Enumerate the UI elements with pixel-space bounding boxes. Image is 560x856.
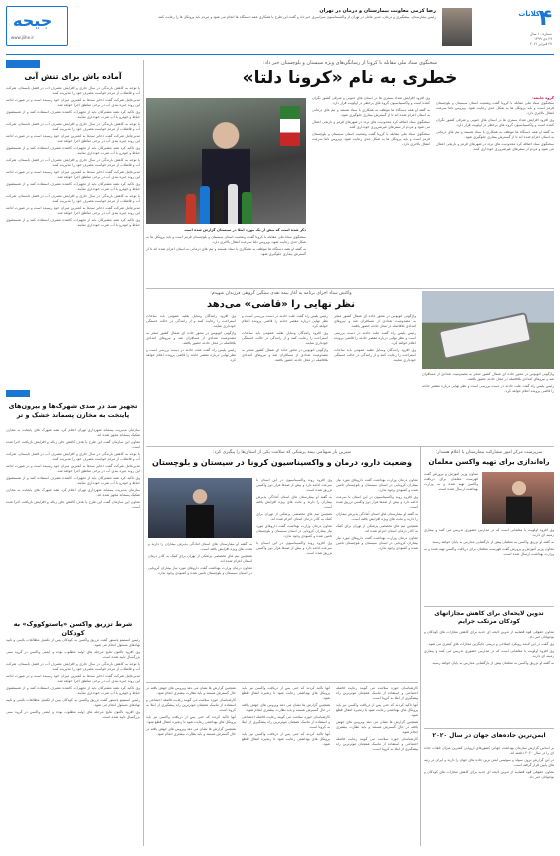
left-paragraph: مدیرعامل شرکت گفت ذخایر سدها به کمترین میزان خود رسیده است و در صورت ادامه این روند جیره بندی آب در برخی مناطق اجرا خواهد شد. (6, 170, 140, 179)
mic (242, 192, 252, 224)
column-rule (420, 446, 421, 846)
center-paragraph: وی افزود روند واکسیناسیون در این استان با سرعت ادامه دارد و بیش از صدها هزار دوز واکسن تزریق شده است. (336, 495, 418, 509)
left-paragraph: با توجه به کاهش بارندگی در سال جاری و افزایش مصرف آب در فصل تابستان، شرکت آب و فاضلاب از مردم خواست مصرف خود را مدیریت کنند. (6, 194, 140, 203)
main-paragraph: به گفته او همه دستگاه ها موظف به همکاری با ستاد هستند و تیم های درمانی به استان اعزام شده اند تا از گسترش بیماری جلوگیری شود. (436, 130, 554, 139)
page-number: ۴ (538, 6, 552, 31)
bottom-paragraph: کارشناسان حوزه سلامت می گویند رعایت فاصله اجتماعی و استفاده از ماسک همچنان موثرترین راه پیشگیری از ابتلا به کرونا است. (242, 715, 330, 729)
right-bottom-body (424, 746, 554, 846)
bottom-body-1 (336, 686, 418, 846)
date-line-3: ۲۷ فبرایر ۲۰۲۱ (529, 42, 552, 46)
left-paragraph: وی افزود تاکنون نتایج مرحله های اولیه مطلوب بوده و ایمنی واکسن در گروه سنی بزرگسال تایید شده است. (6, 710, 140, 719)
bottom-paragraph: کارشناسان حوزه سلامت می گویند رعایت فاصله اجتماعی و استفاده از ماسک همچنان موثرترین راه پیشگیری از ابتلا به کرونا است. (336, 737, 418, 751)
right-photo (482, 472, 554, 524)
left-paragraph: وی تاکید کرد همه مشترکان باید از تجهیزات کاهنده مصرف استفاده کنند و از شستشوی حیاط و خودرو با آب شرب خودداری نمایند. (6, 146, 140, 155)
bus-paragraph: وی افزود رانندگان وسایل نقلیه عمومی باید ساعات استراحت را رعایت کنند و از رانندگی در حالت خستگی خودداری نمایند. (146, 314, 236, 328)
right-paragraph: در این گزارش نروژ، سوئد و سوئیس ایمن ترین جاده های جهان را دارند و ایران در رتبه های پایین قرار گرفته است. (424, 758, 554, 767)
date-line-2: ۲۹ دی ۱۳۹۹ (534, 37, 552, 41)
left-paragraph: با توجه به کاهش بارندگی در سال جاری و افزایش مصرف آب در فصل تابستان، شرکت آب و فاضلاب از مردم خواست مصرف خود را مدیریت کنند. (6, 86, 140, 95)
bottom-paragraph: همچنین گزارش ها نشان می دهد ویروس های جهش یافته در حال گسترش هستند و باید نظارت بیشتری انجام شود. (336, 720, 418, 734)
main-paragraph: سخنگوی ستاد ملی مقابله با کرونا گفت وضعیت استان سیستان و بلوچستان قرمز است و باید پروتکل ها به شکل جدی رعایت شود. ویروس دلتا سرعت انتقال بالاتری دارد. (146, 235, 306, 244)
masthead-rule (6, 54, 554, 55)
bus-body-3 (146, 314, 236, 442)
center-paragraph: معاون درمان وزارت بهداشت گفت داروهای مورد نیاز بیماران کرونایی در استان سیستان و بلوچستان تامین شده و کمبودی وجود ندارد. (256, 524, 332, 538)
right-body-2 (424, 528, 554, 604)
center-paragraph: به گفته او بیمارستان های استان آمادگی پذیرش بیماران را دارند و تخت های ویژه افزایش یافته است. (148, 542, 252, 551)
mic (214, 190, 224, 224)
left-paragraph: وی تاکید کرد همه مشترکان باید از تجهیزات کاهنده مصرف استفاده کنند و از شستشوی حیاط و خودرو با آب شرب خودداری نمایند. (6, 476, 140, 485)
left-paragraph: مدیرعامل شرکت گفت ذخایر سدها به کمترین میزان خود رسیده است و در صورت ادامه این روند جیره بندی آب در برخی مناطق اجرا خواهد شد. (6, 674, 140, 683)
left-paragraph: وی تاکید کرد همه مشترکان باید از تجهیزات کاهنده مصرف استفاده کنند و از شستشوی حیاط و خودرو با آب شرب خودداری نمایند. (6, 110, 140, 119)
brand-url: www.jiihe.ir (11, 35, 35, 40)
main-body-mid (312, 96, 430, 284)
right-bottom-headline: ایمن‌ترین جاده‌های جهان در سال ۲۰۲۰ (432, 732, 546, 739)
main-caption: ذکر شده است که بیش از یک مورد ابتلا در سیستان گزارش شده است (184, 228, 306, 232)
right-mid-body (424, 630, 554, 726)
center-body-2 (256, 478, 332, 678)
right-paragraph: به گفته او تزریق واکسن به معلمان پیش از بازگشایی مدارس به پایان خواهد رسید. (431, 661, 554, 665)
center-paragraph: همچنین تیم های تخصصی پزشکی از تهران برای کمک به کادر درمان استان اعزام شده اند. (148, 554, 252, 563)
column-rule (143, 60, 144, 846)
speaker-figure (186, 486, 214, 538)
left-body (6, 86, 140, 386)
bus-kicker: واکنش ستاد اجرای برنامه به آغاز بیمه نقدی سنگین گروهی فرزندان شهیدم: (210, 291, 352, 296)
speaker-figure (506, 478, 532, 524)
right-paragraph: وی افزود اولویت با معلمانی است که در مدارس حضوری تدریس می کنند و بیماری زمینه ای دارند. (424, 528, 554, 537)
left-paragraph: مدیرعامل شرکت گفت ذخایر سدها به کمترین میزان خود رسیده است و در صورت ادامه این روند جیره بندی آب در برخی مناطق اجرا خواهد شد. (6, 134, 140, 143)
left-paragraph: مدیرعامل شرکت گفت ذخایر سدها به کمترین میزان خود رسیده است و در صورت ادامه این روند جیره بندی آب در برخی مناطق اجرا خواهد شد. (6, 464, 140, 473)
left-paragraph: وی تاکید کرد همه مشترکان باید از تجهیزات کاهنده مصرف استفاده کنند و از شستشوی حیاط و خودرو با آب شرب خودداری نمایند. (6, 686, 140, 695)
left-paragraph: با توجه به کاهش بارندگی در سال جاری و افزایش مصرف آب در فصل تابستان، شرکت آب و فاضلاب از مردم خواست مصرف خود را مدیریت کنند. (6, 122, 140, 131)
left-paragraph: با توجه به کاهش بارندگی در سال جاری و افزایش مصرف آب در فصل تابستان، شرکت آب و فاضلاب از مردم خواست مصرف خود را مدیریت کنند. (6, 452, 140, 461)
bus-paragraph: رئیس پلیس راه گفت علت حادثه در دست بررسی است و نظر نهایی درباره مقصر حادثه را قاضی پرونده اعلام خواهد کرد. (146, 348, 236, 362)
main-paragraph: وی افزود افزایش تعداد بستری ها در استان های جنوبی و شرقی کشور نگران کننده است و واکسیناسیون گروه های پرخطر در اولویت قرار دارد. (436, 118, 554, 127)
main-paragraph: به گفته او همه دستگاه ها موظف به همکاری با ستاد هستند و تیم های درمانی به استان اعزام شده اند تا از گسترش بیماری جلوگیری شود. (146, 247, 306, 256)
section-rule (146, 446, 554, 447)
center-paragraph: معاون درمان وزارت بهداشت گفت داروهای مورد نیاز بیماران کرونایی در استان سیستان و بلوچستان تامین شده و کمبودی وجود ندارد. (148, 566, 252, 575)
bottom-paragraph: همچنین گزارش ها نشان می دهد ویروس های جهش یافته در حال گسترش هستند و باید نظارت بیشتری انجام شود. (146, 686, 236, 695)
right-paragraph: وی افزود اولویت با معلمانی است که در مدارس حضوری تدریس می کنند و بیماری زمینه ای دارند. (424, 649, 554, 658)
center-body-3 (148, 542, 252, 678)
flag (280, 106, 300, 146)
right-paragraph: معاون حقوقی قوه قضاییه از تدوین لایحه ای جدید برای کاهش مجازات های کودکان و نوجوانان خبر داد. (424, 630, 554, 639)
left-paragraph: رئیس انستیتو پاستور گفت تزریق واکسن به کودکان پس از تکمیل مطالعات بالینی و تایید نهادهای مسئول انجام می شود. (6, 698, 140, 707)
top-portrait (442, 8, 472, 46)
bottom-paragraph: همچنین گزارش ها نشان می دهد ویروس های جهش یافته در حال گسترش هستند و باید نظارت بیشتری انجام شود. (242, 703, 330, 712)
left-paragraph: مدیرعامل شرکت گفت ذخایر سدها به کمترین میزان خود رسیده است و در صورت ادامه این روند جیره بندی آب در برخی مناطق اجرا خواهد شد. (6, 206, 140, 215)
left-paragraph: وی تاکید کرد همه مشترکان باید از تجهیزات کاهنده مصرف استفاده کنند و از شستشوی حیاط و خودرو با آب شرب خودداری نمایند. (6, 218, 140, 227)
bus-paragraph: واژگونی اتوبوس در محور جاده ای شمال کشور منجر به مصدومیت تعدادی از مسافران شد و نیروهای امدادی بلافاصله در محل حادثه حضور یافتند. (334, 314, 416, 328)
main-body-under-photo (146, 228, 306, 284)
top-headline: رضا کرمی معاونت بیمارستان و درمان در تهران (319, 8, 436, 14)
main-paragraph: سخنگوی ستاد ملی مقابله با کرونا گفت وضعیت استان سیستان و بلوچستان قرمز است و باید پروتکل ها به شکل جدی رعایت شود. ویروس دلتا سرعت انتقال بالاتری دارد. (312, 132, 430, 146)
bottom-body-2 (242, 686, 330, 846)
bus-paragraph: رئیس پلیس راه گفت علت حادثه در دست بررسی است و نظر نهایی درباره مقصر حادثه را قاضی پرونده اعلام خواهد کرد. (334, 331, 416, 345)
right-paragraph: وی گفت در این لایحه رویکرد اصلاحی و تربیتی جایگزین مجازات های کیفری می شود. (427, 642, 554, 646)
bottom-paragraph: آنها تاکید کردند که حتی پس از دریافت واکسن نیز باید پروتکل های بهداشتی رعایت شود تا زنجیره انتقال قطع شود. (242, 732, 330, 746)
left-mid-body (6, 428, 140, 614)
center-paragraph: به گفته او بیمارستان های استان آمادگی پذیرش بیماران را دارند و تخت های ویژه افزایش یافته است. (336, 512, 418, 521)
bottom-body-3 (146, 686, 236, 846)
center-paragraph: همچنین تیم های تخصصی پزشکی از تهران برای کمک به کادر درمان استان اعزام شده اند. (256, 512, 332, 521)
bottom-paragraph: کارشناسان حوزه سلامت می گویند رعایت فاصله اجتماعی و استفاده از ماسک همچنان موثرترین راه پیشگیری از ابتلا به کرونا است. (336, 686, 418, 700)
mic (186, 194, 196, 224)
newspaper-page (6, 6, 554, 850)
mic (228, 184, 238, 224)
left-paragraph: با توجه به کاهش بارندگی در سال جاری و افزایش مصرف آب در فصل تابستان، شرکت آب و فاضلاب از مردم خواست مصرف خود را مدیریت کنند. (6, 158, 140, 167)
main-headline: خطری به نام «کرونا دلتا» (242, 68, 458, 88)
overturned-bus (438, 312, 532, 360)
section-name: کلانات (518, 10, 540, 18)
center-paragraph: همچنین تیم های تخصصی پزشکی از تهران برای کمک به کادر درمان استان اعزام شده اند. (336, 524, 418, 533)
brand-logo (6, 6, 68, 46)
main-body-right (436, 96, 554, 284)
center-body-1 (336, 478, 418, 678)
right-body (424, 472, 478, 524)
center-paragraph: وی افزود روند واکسیناسیون در این استان با سرعت ادامه دارد و بیش از صدها هزار دوز واکسن تزریق شده است. (256, 478, 332, 492)
main-photo (146, 98, 306, 224)
left-paragraph: با توجه به کاهش بارندگی در سال جاری و افزایش مصرف آب در فصل تابستان، شرکت آب و فاضلاب از مردم خواست مصرف خود را مدیریت کنند. (6, 662, 140, 671)
center-paragraph: وی افزود روند واکسیناسیون در این استان با سرعت ادامه دارد و بیش از صدها هزار دوز واکسن تزریق شده است. (256, 541, 332, 555)
bottom-paragraph: آنها تاکید کردند که حتی پس از دریافت واکسن نیز باید پروتکل های بهداشتی رعایت شود تا زنجیره انتقال قطع شود. (146, 715, 236, 724)
section-rule (146, 288, 554, 289)
center-headline: وضعیت دارو، درمان و واکسیناسیون کرونا در سیستان و بلوچستان (152, 458, 412, 467)
date-line-1: شماره ۱۰ سال (529, 32, 552, 36)
bus-paragraph: وی افزود رانندگان وسایل نقلیه عمومی باید ساعات استراحت را رعایت کنند و از رانندگی در حالت خستگی خودداری نمایند. (242, 331, 328, 345)
right-paragraph: معاون حقوقی قوه قضاییه از تدوین لایحه ای جدید برای کاهش مجازات های کودکان و نوجوانان خبر داد. (424, 770, 554, 779)
bus-body-2 (242, 314, 328, 442)
main-paragraph: سخنگوی ستاد اضافه کرد محدودیت های تردد در شهرهای قرمز و نارنجی اعمال می شود و مردم از سفرهای غیرضروری خودداری کنند. (312, 120, 430, 129)
bottom-paragraph: کارشناسان حوزه سلامت می گویند رعایت فاصله اجتماعی و استفاده از ماسک همچنان موثرترین راه پیشگیری از ابتلا به کرونا است. (146, 698, 236, 712)
right-paragraph: معاون وزیر آموزش و پرورش گفت فهرست معلمان برای دریافت واکسن تهیه شده و به وزارت بهداشت ارسال شده است. (424, 547, 554, 556)
left-paragraph: معاون این سازمان گفت این طرح با هدف کاهش دفن زباله و افزایش بازیافت اجرا شده است. (6, 500, 140, 509)
right-headline: راه‌اندازی برای تهیه واکسن معلمان (428, 458, 550, 466)
left-paragraph: سازمان مدیریت پسماند شهرداری تهران اعلام کرد همه شهرک های پایتخت به مخازن تفکیک پسماند مجهز شده اند. (6, 488, 140, 497)
bus-paragraph: واژگونی اتوبوس در محور جاده ای شمال کشور منجر به مصدومیت تعدادی از مسافران شد و نیروهای امدادی بلافاصله در محل حادثه حضور یافتند. (146, 331, 236, 345)
bus-body-4 (422, 372, 554, 442)
left-bottom-body (6, 638, 140, 846)
right-paragraph: بر اساس گزارش سازمان بهداشت جهانی کشورهای اروپایی کمترین میزان تلفات جاده ای را در سال ۲۰۲۰ داشته اند. (424, 746, 554, 755)
left-paragraph: سازمان مدیریت پسماند شهرداری تهران اعلام کرد همه شهرک های پایتخت به مخازن تفکیک پسماند مجهز شده اند. (6, 428, 140, 437)
bus-photo (422, 291, 554, 369)
main-lead-label: گروه جامعه: (532, 96, 554, 100)
main-paragraph: به گفته او همه دستگاه ها موظف به همکاری با ستاد هستند و تیم های درمانی به استان اعزام شده اند تا از گسترش بیماری جلوگیری شود. (312, 108, 430, 117)
section-label (6, 390, 30, 397)
bus-paragraph: رئیس پلیس راه گفت علت حادثه در دست بررسی است و نظر نهایی درباره مقصر حادثه را قاضی پرونده اعلام خواهد کرد. (422, 384, 554, 393)
right-paragraph: به گفته او تزریق واکسن به معلمان پیش از بازگشایی مدارس به پایان خواهد رسید. (431, 540, 554, 544)
main-paragraph: وی افزود افزایش تعداد بستری ها در استان های جنوبی و شرقی کشور نگران کننده است و واکسیناسیون گروه های پرخطر در اولویت قرار دارد. (312, 96, 430, 105)
left-headline: آماده باش برای تنش آبی (24, 72, 122, 81)
left-paragraph: رئیس انستیتو پاستور گفت تزریق واکسن به کودکان پس از تکمیل مطالعات بالینی و تایید نهادهای مسئول انجام می شود. (6, 638, 140, 647)
section-rule (146, 682, 418, 683)
bus-paragraph: رئیس پلیس راه گفت علت حادثه در دست بررسی است و نظر نهایی درباره مقصر حادثه را قاضی پرونده اعلام خواهد کرد. (242, 314, 328, 328)
section-rule (424, 606, 554, 607)
left-paragraph: مدیرعامل شرکت گفت ذخایر سدها به کمترین میزان خود رسیده است و در صورت ادامه این روند جیره بندی آب در برخی مناطق اجرا خواهد شد. (6, 98, 140, 107)
bottom-paragraph: همچنین گزارش ها نشان می دهد ویروس های جهش یافته در حال گسترش هستند و باید نظارت بیشتری انجام شود. (146, 727, 236, 736)
main-paragraph: سخنگوی ستاد ملی مقابله با کرونا گفت وضعیت استان سیستان و بلوچستان قرمز است و باید پروتکل ها به شکل جدی رعایت شود. ویروس دلتا سرعت انتقال بالاتری دارد. (436, 101, 554, 115)
center-kicker: سیرین یار شهنامی بیمه پزشکی که سلامت یکی از استان‌ها را پیگیری کرد: (213, 450, 351, 455)
center-paragraph: معاون درمان وزارت بهداشت گفت داروهای مورد نیاز بیماران کرونایی در استان سیستان و بلوچستان تامین شده و کمبودی وجود ندارد. (336, 536, 418, 550)
bus-body-1 (334, 314, 416, 442)
main-paragraph: سخنگوی ستاد اضافه کرد محدودیت های تردد در شهرهای قرمز و نارنجی اعمال می شود و مردم از سفرهای غیرضروری خودداری کنند. (436, 142, 554, 151)
left-paragraph: وی افزود تاکنون نتایج مرحله های اولیه مطلوب بوده و ایمنی واکسن در گروه سنی بزرگسال تایید شده است. (6, 650, 140, 659)
center-paragraph: معاون درمان وزارت بهداشت گفت داروهای مورد نیاز بیماران کرونایی در استان سیستان و بلوچستان تامین شده و کمبودی وجود ندارد. (336, 478, 418, 492)
main-kicker: سخنگوی ستاد ملی مقابله با کرونا از رسانگی‌های ویژه سیستان و بلوچستان خبر داد: (262, 60, 438, 66)
right-kicker: سرپرست مرکز امور مشارکت بیمارستان با اعلام هشدار: (435, 450, 543, 455)
bottom-paragraph: آنها تاکید کردند که حتی پس از دریافت واکسن نیز باید پروتکل های بهداشتی رعایت شود تا زنجیره انتقال قطع شود. (242, 686, 330, 700)
brand-name: جیحه (13, 11, 53, 30)
center-paragraph: به گفته او بیمارستان های استان آمادگی پذیرش بیماران را دارند و تخت های ویژه افزایش یافته است. (256, 495, 332, 509)
mic (200, 186, 210, 224)
left-bottom-headline: شرط تزریق واکسن «پاستوکووک» به کودکان (13, 620, 133, 637)
bus-paragraph: واژگونی اتوبوس در محور جاده ای شمال کشور منجر به مصدومیت تعدادی از مسافران شد و نیروهای امدادی بلافاصله در محل حادثه حضور یافتند. (242, 348, 328, 362)
bottom-paragraph: آنها تاکید کردند که حتی پس از دریافت واکسن نیز باید پروتکل های بهداشتی رعایت شود تا زنجیره انتقال قطع شود. (336, 703, 418, 717)
left-mid-headline: تجهیز صد در صدی شهرک‌ها و بیرون‌های پایتخت به مخازن پسماند خشک و تر (8, 402, 138, 419)
left-paragraph: معاون این سازمان گفت این طرح با هدف کاهش دفن زباله و افزایش بازیافت اجرا شده است. (6, 440, 140, 449)
section-rule (424, 728, 554, 729)
right-paragraph: معاون وزیر آموزش و پرورش گفت فهرست معلمان برای دریافت واکسن تهیه شده و به وزارت بهداشت ارسال شده است. (424, 472, 478, 491)
top-news (76, 8, 436, 48)
section-label (6, 60, 40, 68)
right-mid-headline: تدوین لایحه‌ای برای کاهش مجازاتهای کودکان مرتکب جرایم (434, 610, 544, 625)
bus-headline: نظر نهایی را «قاضی» می‌دهد (207, 299, 355, 310)
center-photo (148, 478, 252, 538)
page-number-block (514, 6, 554, 52)
left-paragraph: وی تاکید کرد همه مشترکان باید از تجهیزات کاهنده مصرف استفاده کنند و از شستشوی حیاط و خودرو با آب شرب خودداری نمایند. (6, 182, 140, 191)
top-text: رئیس بیمارستان، پیشگیری و درمان، مدیر عامل در تهران از واکسیناسیون سراسری خبر داد و گفت این طرح با همکاری همه دستگاه ها انجام می شود و مردم باید پروتکل ها را رعایت کنند. (157, 15, 436, 19)
bus-paragraph: واژگونی اتوبوس در محور جاده ای شمال کشور منجر به مصدومیت تعدادی از مسافران شد و نیروهای امدادی بلافاصله در محل حادثه حضور یافتند. (422, 372, 554, 381)
bus-paragraph: وی افزود رانندگان وسایل نقلیه عمومی باید ساعات استراحت را رعایت کنند و از رانندگی در حالت خستگی خودداری نمایند. (334, 348, 416, 362)
